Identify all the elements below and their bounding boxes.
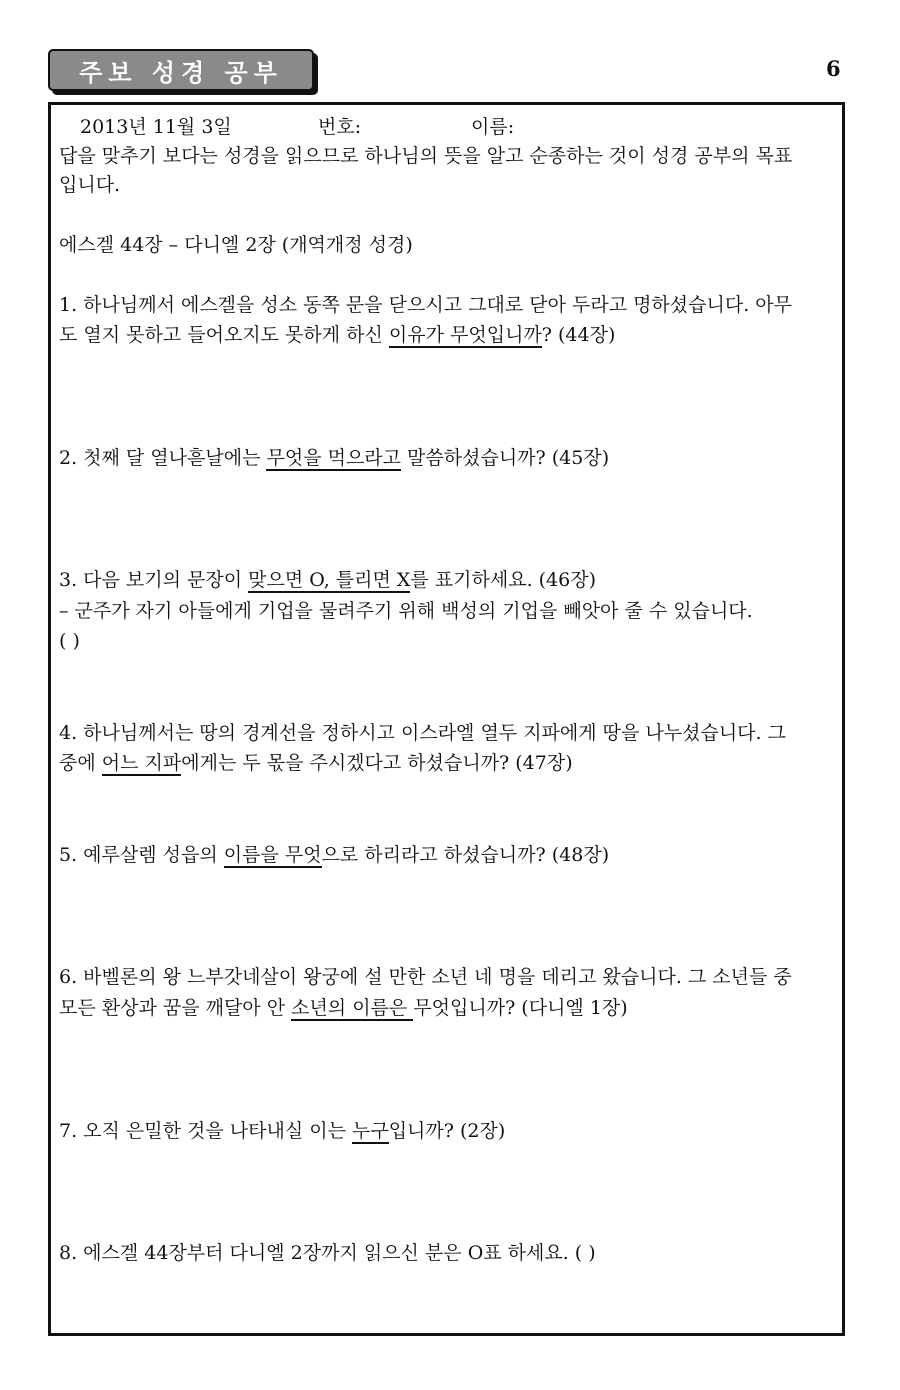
question-2: 2. 첫째 달 열나흗날에는 무엇을 먹으라고 말씀하셨습니까? (45장) xyxy=(59,447,610,469)
question-5: 5. 예루살렘 성읍의 이름을 무엇으로 하리라고 하셨습니까? (48장) xyxy=(59,844,610,866)
worksheet-title-box xyxy=(48,49,314,91)
meta-number-label: 번호: xyxy=(318,116,362,138)
page-number: 6 xyxy=(826,56,841,81)
question-6-keyword: 소년의 이름은 xyxy=(291,997,414,1019)
question-8: 8. 에스겔 44장부터 다니엘 2장까지 읽으신 분은 O표 하세요. ( ) xyxy=(59,1242,596,1264)
question-6-line-2: 모든 환상과 꿈을 깨달아 안 소년의 이름은 무엇입니까? (다니엘 1장) xyxy=(59,997,628,1019)
intro-line-1: 답을 맞추기 보다는 성경을 읽으므로 하나님의 뜻을 알고 순종하는 것이 성경 공부의 목표 xyxy=(59,145,793,167)
question-3-answer-blank: ( ) xyxy=(59,630,80,652)
question-7-keyword: 누구 xyxy=(351,1120,389,1142)
meta-name-label: 이름: xyxy=(471,116,515,138)
question-4-line-2: 중에 어느 지파에게는 두 몫을 주시겠다고 하셨습니까? (47장) xyxy=(59,752,573,774)
intro-line-2: 입니다. xyxy=(59,174,121,196)
question-3-statement: – 군주가 자기 아들에게 기업을 물려주기 위해 백성의 기업을 빼앗아 줄 수 있습니다. xyxy=(59,600,753,622)
reading-range: 에스겔 44장 – 다니엘 2장 (개역개정 성경) xyxy=(59,234,413,256)
question-3: 3. 다음 보기의 문장이 맞으면 O, 틀리면 X를 표기하세요. (46장) xyxy=(59,569,597,591)
question-1-line-2: 도 열지 못하고 들어오지도 못하게 하신 이유가 무엇입니까? (44장) xyxy=(59,324,616,346)
worksheet-frame xyxy=(48,102,845,1336)
question-1-keyword: 이유가 무엇입니까 xyxy=(388,324,542,346)
question-4-keyword: 어느 지파 xyxy=(101,752,182,774)
meta-date: 2013년 11월 3일 xyxy=(80,116,232,138)
question-7: 7. 오직 은밀한 것을 나타내실 이는 누구입니까? (2장) xyxy=(59,1120,506,1142)
question-3-keyword: 맞으면 O, 틀리면 X xyxy=(248,569,411,591)
question-4-line-1: 4. 하나님께서는 땅의 경계선을 정하시고 이스라엘 열두 지파에게 땅을 나누셨습니다. 그 xyxy=(59,722,786,744)
question-5-keyword: 이름을 무엇 xyxy=(223,844,322,866)
question-1-line-1: 1. 하나님께서 에스겔을 성소 동쪽 문을 닫으시고 그대로 닫아 두라고 명하셨습니다. 아무 xyxy=(59,294,792,316)
worksheet-title: 주보 성경 공부 xyxy=(79,58,283,87)
question-6-line-1: 6. 바벨론의 왕 느부갓네살이 왕궁에 설 만한 소년 네 명을 데리고 왔습니다. 그 소년들 중 xyxy=(59,966,792,988)
question-2-keyword: 무엇을 먹으라고 xyxy=(266,447,402,469)
